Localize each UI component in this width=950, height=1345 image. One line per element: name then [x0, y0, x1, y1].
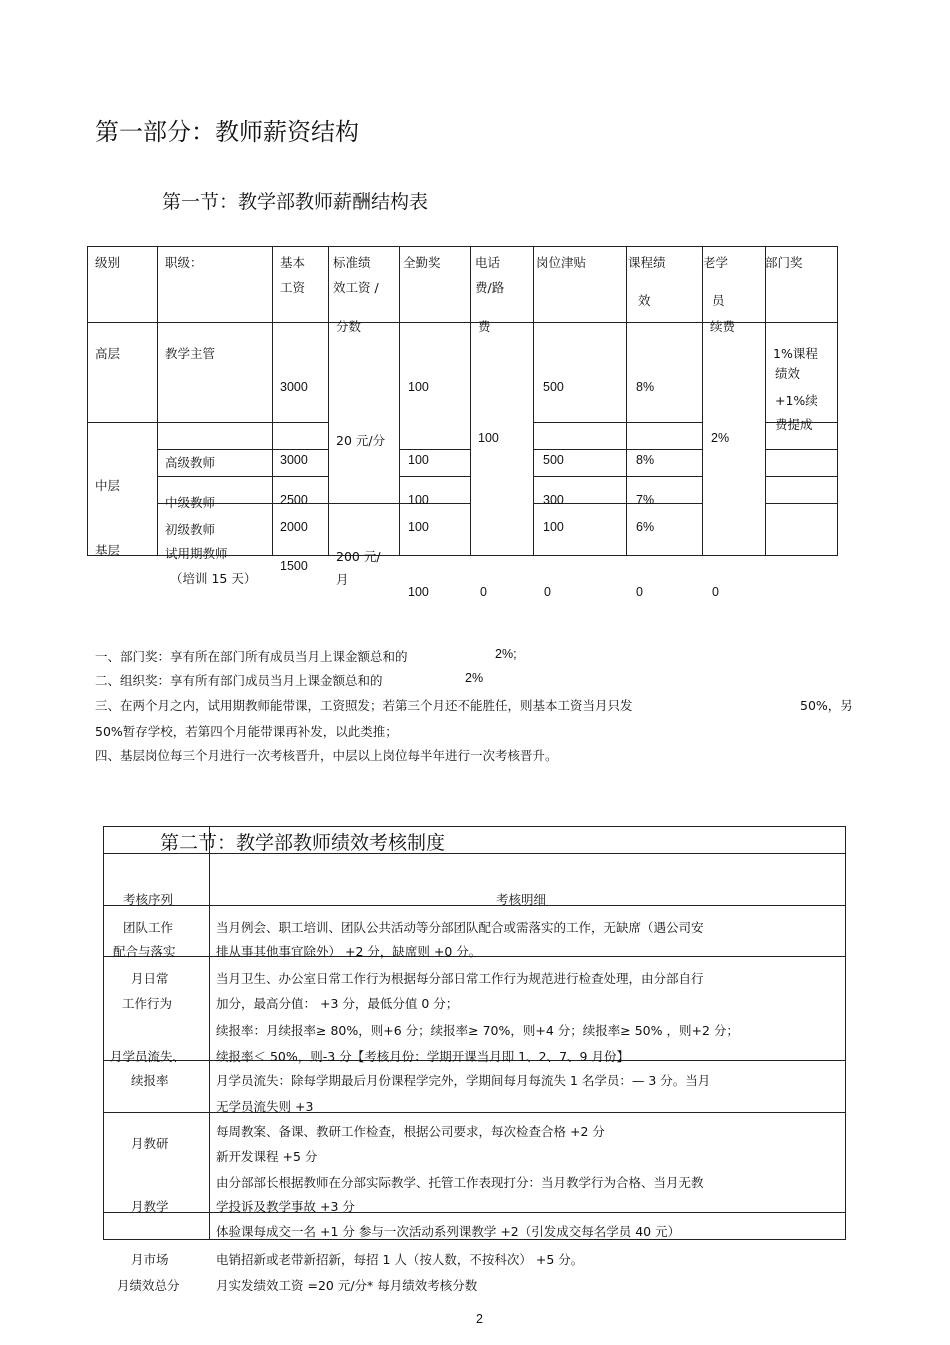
kpi-market-label: 月市场: [131, 1252, 169, 1267]
senior-post: 500: [543, 453, 564, 467]
note-2: 二、组织奖：享有所有部门成员当月上课金额总和的: [95, 673, 383, 688]
rank-junior: 初级教师: [165, 522, 216, 537]
level-base: 基层: [95, 543, 121, 558]
senior-base: 3000: [280, 453, 308, 467]
part-title: 第一部分：教师薪资结构: [95, 118, 359, 146]
kpi-daily-label: 月日常: [131, 971, 169, 986]
rank-trial: 试用期教师: [165, 546, 228, 561]
note-1: 一、部门奖：享有所在部门所有成员当月上课金额总和的: [95, 649, 408, 664]
kpi-total-detail: 月实发绩效工资 =20 元/分* 每月绩效考核分数: [216, 1278, 478, 1293]
trial-renew: 0: [712, 585, 719, 599]
header-phone: 电话: [475, 255, 501, 270]
kpi-daily-detail: 当月卫生、办公室日常工作行为根据每分部日常工作行为规范进行检查处理，由分部自行: [216, 971, 704, 986]
middle-base: 2500: [280, 493, 308, 507]
rank-trial-2: （培训 15 天）: [170, 571, 257, 586]
shared-renew: 2%: [711, 431, 730, 445]
kpi-research-detail: 每周教案、备课、教研工作检查，根据公司要求，每次检查合格 +2 分: [216, 1124, 605, 1139]
kpi-team-detail: 当月例会、职工培训、团队公共活动等分部团队配合或需落实的工作，无缺席（遇公司安: [216, 920, 704, 935]
kpi-header-detail: 考核明细: [496, 892, 547, 907]
level-high: 高层: [95, 346, 121, 361]
header-perf: 标准绩: [333, 255, 371, 270]
header-perf-2: 效工资 /: [333, 280, 379, 295]
kpi-team-label-2: 配合与落实: [113, 944, 176, 959]
kpi-renew-detail-4: 无学员流失则 +3: [216, 1099, 314, 1114]
note-3-cont: 50%暂存学校，若第四个月能带课再补发，以此类推；: [95, 724, 398, 739]
header-renew: 老学: [703, 255, 729, 270]
page-number: 2: [476, 1312, 483, 1326]
kpi-research-detail-2: 新开发课程 +5 分: [216, 1149, 318, 1164]
shared-dept-4: 费提成: [775, 417, 813, 432]
trial-post: 0: [544, 585, 551, 599]
kpi-trial-detail: 体验课每成交一名 +1 分 参与一次活动系列课教学 +2（引发成交每名学员 40 元）: [216, 1224, 681, 1239]
header-dept: 部门奖: [765, 255, 803, 270]
middle-post: 300: [543, 493, 564, 507]
senior-course: 8%: [636, 453, 655, 467]
header-perf-3: 分数: [336, 319, 362, 334]
header-renew-2: 员: [712, 293, 725, 308]
kpi-daily-detail-2: 加分，最高分值： +3 分，最低分值 0 分；: [216, 996, 459, 1011]
kpi-renew-label-2: 续报率: [131, 1073, 169, 1088]
trial-phone: 0: [480, 585, 487, 599]
supervisor-base: 3000: [280, 380, 308, 394]
kpi-market-detail: 电销招新或老带新招新，每招 1 人（按人数，不按科次） +5 分。: [216, 1252, 584, 1267]
supervisor-attendance: 100: [408, 380, 429, 394]
note-4: 四、基层岗位每三个月进行一次考核晋升，中层以上岗位每半年进行一次考核晋升。: [95, 748, 558, 763]
trial-attendance: 100: [408, 585, 429, 599]
header-renew-3: 续费: [710, 319, 736, 334]
rank-middle: 中级教师: [165, 495, 216, 510]
kpi-teach-label: 月教学: [131, 1199, 169, 1214]
shared-phone: 100: [478, 431, 499, 445]
kpi-renew-detail-3: 月学员流失：除每学期最后月份课程学完外，学期间每月每流失 1 名学员：— 3 分。当月: [216, 1073, 711, 1088]
header-level: 级别: [95, 255, 121, 270]
note-2-value: 2%: [465, 671, 484, 685]
junior-attendance: 100: [408, 520, 429, 534]
kpi-renew-label: 月学员流失、: [110, 1049, 186, 1064]
supervisor-post: 500: [543, 380, 564, 394]
header-post: 岗位津贴: [536, 255, 587, 270]
shared-dept-1: 1%课程: [773, 346, 818, 361]
kpi-daily-label-2: 工作行为: [122, 996, 173, 1011]
rank-senior: 高级教师: [165, 455, 216, 470]
kpi-renew-detail-2: 续报率＜ 50%，则-3 分【考核月份：学期开课当月即 1、2、7、9 月份】: [216, 1049, 629, 1064]
trial-perf: 200 元/: [336, 549, 381, 564]
junior-post: 100: [543, 520, 564, 534]
trial-perf-2: 月: [336, 572, 349, 587]
kpi-teach-detail: 由分部部长根据教师在分部实际教学、托管工作表现打分：当月教学行为合格、当月无教: [216, 1175, 704, 1190]
section1-title: 第一节：教学部教师薪酬结构表: [162, 191, 429, 213]
shared-dept-3: +1%续: [775, 393, 818, 408]
note-3-value: 50%，另: [800, 698, 853, 713]
note-1-value: 2%;: [495, 647, 517, 661]
junior-course: 6%: [636, 520, 655, 534]
senior-attendance: 100: [408, 453, 429, 467]
kpi-teach-detail-2: 学投诉及教学事故 +3 分: [216, 1199, 355, 1214]
header-attendance: 全勤奖: [403, 255, 441, 270]
shared-perf: 20 元/分: [336, 433, 386, 448]
kpi-research-label: 月教研: [131, 1136, 169, 1151]
header-course: 课程绩: [628, 255, 666, 270]
header-rank: 职级：: [165, 255, 203, 270]
kpi-header-seq: 考核序列: [123, 892, 174, 907]
kpi-renew-detail: 续报率：月续报率≥ 80%，则+6 分；续报率≥ 70%，则+4 分；续报率≥ 50% ，则+2 分；: [216, 1023, 739, 1038]
header-phone-2: 费/路: [475, 280, 505, 295]
section2-title: 第二节：教学部教师绩效考核制度: [160, 832, 446, 854]
supervisor-course: 8%: [636, 380, 655, 394]
junior-base: 2000: [280, 520, 308, 534]
kpi-team-label: 团队工作: [123, 920, 174, 935]
header-base-2: 工资: [280, 280, 306, 295]
middle-course: 7%: [636, 493, 655, 507]
note-3: 三、在两个月之内，试用期教师能带课，工资照发；若第三个月还不能胜任，则基本工资当月只发: [95, 698, 633, 713]
shared-dept-2: 绩效: [775, 366, 801, 381]
kpi-team-detail-2: 排从事其他事宜除外） +2 分，缺席则 +0 分。: [216, 944, 482, 959]
level-middle: 中层: [95, 478, 121, 493]
trial-base: 1500: [280, 559, 308, 573]
header-course-2: 效: [638, 293, 651, 308]
header-base: 基本: [280, 255, 306, 270]
trial-course: 0: [636, 585, 643, 599]
kpi-total-label: 月绩效总分: [117, 1278, 180, 1293]
rank-supervisor: 教学主管: [165, 346, 216, 361]
header-phone-3: 费: [478, 319, 491, 334]
middle-attendance: 100: [408, 493, 429, 507]
